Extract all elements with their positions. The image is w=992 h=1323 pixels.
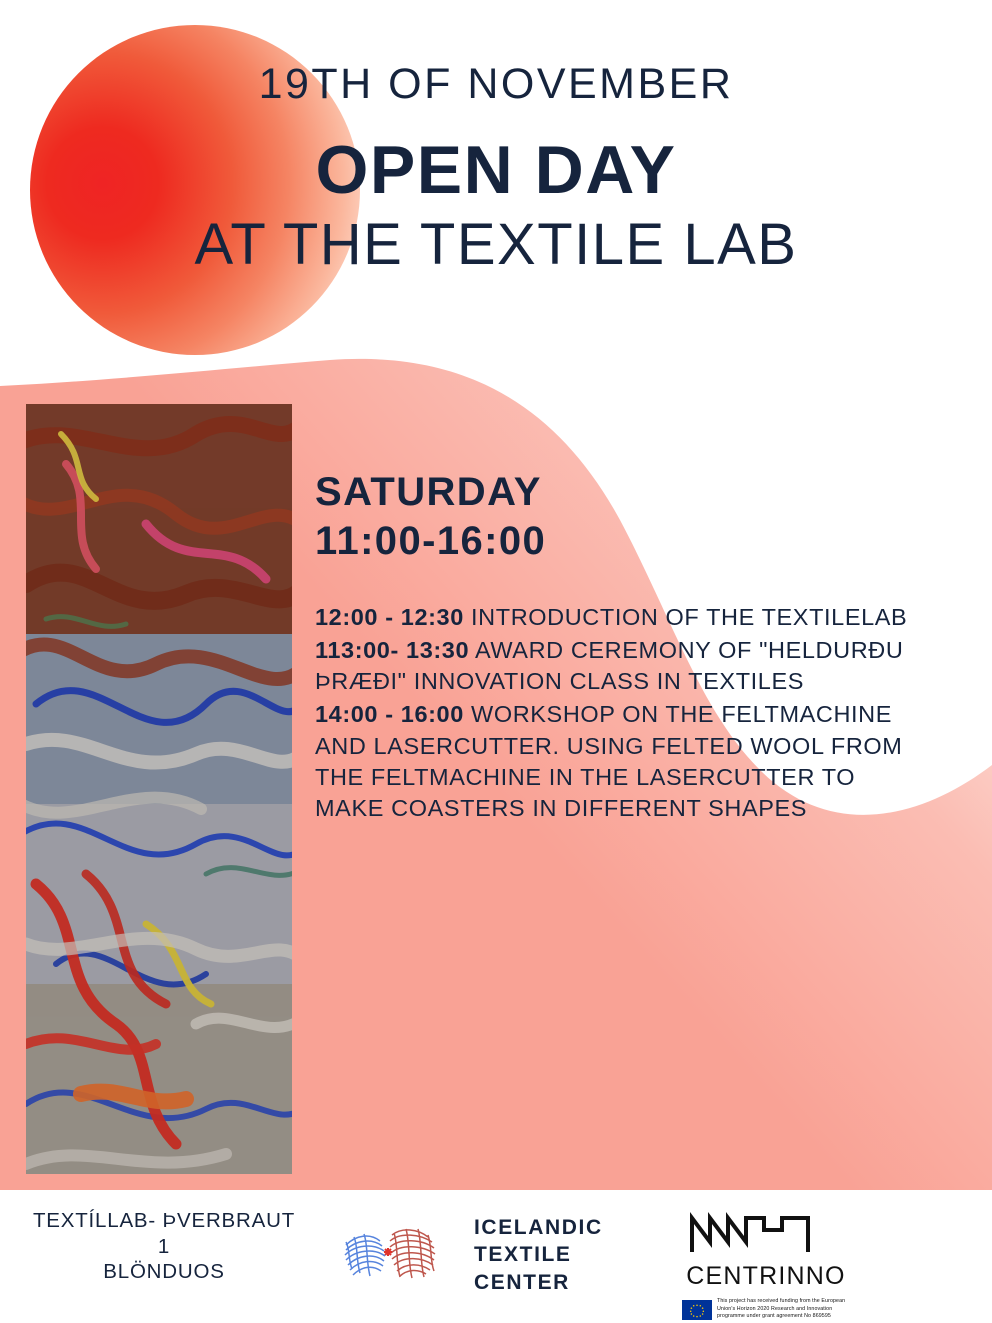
centrinno-wordmark: CENTRINNO: [686, 1262, 846, 1290]
eu-funding-note: This project has received funding from the European Union's Horizon 2020 Research and Innovation programme under grant agreement No 869595: [717, 1298, 846, 1320]
poster-header: [0, 60, 992, 276]
address-line-2: BLÖNDUOS: [103, 1260, 225, 1284]
schedule-items: [315, 602, 915, 825]
schedule-hours: 11:00-16:00: [315, 518, 547, 563]
logo-text-line-1: ICELANDIC: [474, 1216, 603, 1240]
list-item: [315, 699, 915, 824]
schedule-block: [315, 468, 915, 826]
eu-flag-icon: [682, 1300, 712, 1320]
schedule-item-text: AWARD CEREMONY OF "HELDURÐU ÞRÆÐI" INNOVATION CLASS IN TEXTILES: [315, 636, 904, 695]
scribble-iceland-icon: [340, 1219, 462, 1292]
centrinno-logo: [676, 1208, 856, 1321]
schedule-item-time: 12:00 - 12:30: [315, 603, 464, 630]
page-title: OPEN DAY: [315, 132, 677, 209]
page-subtitle: AT THE TEXTILE LAB: [194, 211, 798, 277]
icelandic-textile-center-logo: [340, 1216, 655, 1294]
list-item: [315, 635, 915, 698]
logo-text-line-2: TEXTILE CENTER: [474, 1243, 572, 1294]
schedule-item-time: 113:00- 13:30: [315, 636, 470, 663]
schedule-item-text: WORKSHOP ON THE FELTMACHINE AND LASERCUTTER. USING FELTED WOOL FROM THE FELTMACHINE IN THE LASERCUTTER TO MAKE COASTERS IN DIFFERENT SHAPES: [315, 701, 903, 822]
schedule-day: SATURDAY: [315, 470, 542, 514]
logo-text: [474, 1214, 655, 1296]
schedule-item-text: INTRODUCTION OF THE TEXTILELAB: [471, 603, 908, 630]
schedule-item-time: 14:00 - 16:00: [315, 701, 464, 728]
list-item: [315, 602, 915, 633]
eu-funding-block: [682, 1298, 856, 1321]
venue-address: [24, 1208, 304, 1285]
address-line-1: TEXTÍLLAB- ÞVERBRAUT 1: [32, 1209, 296, 1258]
centrinno-mark-icon: [676, 1243, 856, 1260]
textile-yarn-photo: [26, 404, 292, 1174]
event-date: 19TH OF NOVEMBER: [258, 60, 734, 108]
